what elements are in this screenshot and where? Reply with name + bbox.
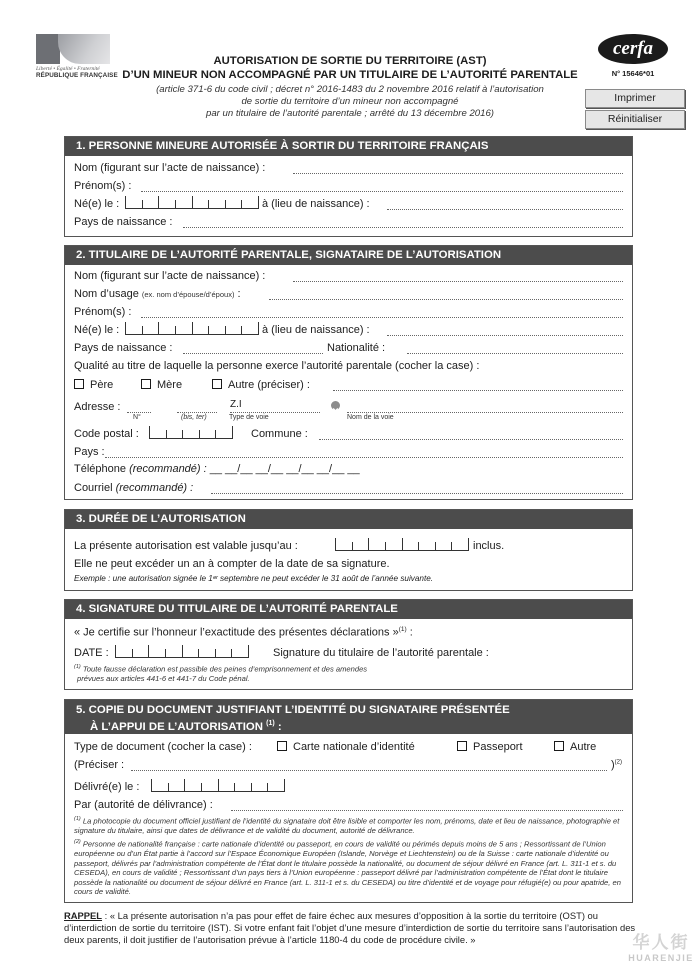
country-field[interactable] [105, 457, 623, 458]
form-title: AUTORISATION DE SORTIE DU TERRITOIRE (AST) D’UN MINEUR NON ACCOMPAGNÉ PAR UN TITULAIRE DE L’AUTORITÉ PARENTALE [122, 55, 578, 81]
section-2-parent [64, 245, 633, 500]
address-type-value[interactable]: Z.I [230, 399, 242, 410]
qualite-autre-option[interactable]: Autre (préciser) : [212, 379, 310, 391]
address-type-hint: Type de voie [229, 414, 269, 421]
nationality-note: $^{(2)}$ Personne de nationalité française : carte nationale d’identité ou passeport, en cours de validité ou périmés depuis moins de 5 ans ; Ressortissant de l’Union européenne ou d’un État partie à l’accord sur l’Espace Économique Européen (Islande, Norvège et Liechtenstein) ou de la Suisse : carte nationale d’identité ou passeport, délivrés par l’administration compétente de l’État dont le titulaire possède la nationalité, ou document de séjour délivré en France (art. L. 311-1 et s. du CESEDA), en cours de validité ; Ressortissant d’un pays tiers à l’Union européenne : passeport délivré par l’administration compétente de l’État dont le titulaire possède la nationalité ou document de séjour délivré en France (art. L. 311-1 et s. du CESEDA) ou titre d’identité et de voyage pour réfugié(e) ou pour apatride, en cours de validité. [74, 839, 621, 897]
rappel-text: RAPPEL : « La présente autorisation n’a pas pour effet de faire échec aux mesures d’opposition à la sortie du territoire (OST) ou d’interdiction de sortie du territoire (IST). Si votre enfant fait l’objet d’une mesure d’interdiction de sortie du territoire sans l’autorisation des deux parents, il doit justifier de l’autorisation prévue à l’article 1180-4 du code de procédure civile. » [64, 910, 636, 945]
minor-birthdate-field[interactable] [125, 197, 259, 209]
email-label: Courriel (recommandé) : [74, 482, 194, 494]
commune-label: Commune : [251, 428, 308, 440]
marianne-emblem [36, 34, 110, 64]
parent-firstname-field[interactable] [141, 317, 623, 318]
address-no-hint: N° [133, 414, 141, 421]
minor-name-field[interactable] [293, 173, 623, 174]
address-street-hint: Nom de la voie [347, 414, 394, 421]
autre-checkbox[interactable] [212, 379, 222, 389]
section-5-title: 5. COPIE DU DOCUMENT JUSTIFIANT L’IDENTITÉ DU SIGNATAIRE PRÉSENTÉE À L’APPUI DE L’AUTORISATION $^{(1)}$ : [65, 700, 632, 734]
qualite-pere-option[interactable]: Père [74, 379, 113, 391]
issuing-authority-field[interactable] [231, 810, 623, 811]
reset-button[interactable]: Réinitialiser [585, 110, 685, 129]
address-bis-hint: (bis, ter) [181, 414, 207, 421]
phone-label: Téléphone (recommandé) : __ __/__ __/__ __/__ __/__ __ [74, 463, 360, 475]
pere-checkbox[interactable] [74, 379, 84, 389]
minor-birthcountry-field[interactable] [183, 227, 623, 228]
print-button[interactable]: Imprimer [585, 89, 685, 108]
issuing-authority-label: Par (autorité de délivrance) : [74, 799, 213, 811]
qualite-mere-option[interactable]: Mère [141, 379, 182, 391]
address-label: Adresse : [74, 401, 121, 413]
parent-birthcountry-field[interactable] [183, 353, 323, 354]
country-label: Pays : [74, 446, 105, 458]
max-duration-text: Elle ne peut excéder un an à compter de la date de sa signature. [74, 558, 390, 570]
section-3-title: 3. DURÉE DE L’AUTORISATION [65, 510, 632, 529]
section-5-id-document [64, 699, 633, 903]
preciser-field[interactable] [131, 770, 607, 771]
doc-autre-option[interactable]: Autre [554, 741, 596, 753]
minor-birthdate-label: Né(e) le : [74, 198, 120, 210]
certify-text: « Je certifie sur l’honneur l’exactitude des présentes déclarations »$^{(1)}$ : [74, 626, 413, 639]
chevron-down-icon[interactable] [331, 401, 340, 410]
email-field[interactable] [211, 493, 623, 494]
minor-birthplace-field[interactable] [387, 209, 623, 210]
address-number-field[interactable] [127, 412, 151, 413]
section-1-title: 1. PERSONNE MINEURE AUTORISÉE À SORTIR DU TERRITOIRE FRANÇAIS [65, 137, 632, 156]
false-declaration-note: $^{(1)}$ Toute fausse déclaration est passible des peines d’emprisonnement et des amendes prévues aux articles 441-6 et 441-7 du Code pénal. [74, 664, 368, 684]
parent-name-label: Nom (figurant sur l’acte de naissance) : [74, 270, 266, 282]
qualite-autre-field[interactable] [333, 390, 623, 391]
section-3-duration [64, 509, 633, 591]
example-text: Exemple : une autorisation signée le 1ᵉʳ septembre ne peut excéder le 31 août de l’année suivante. [74, 574, 434, 583]
parent-nationality-field[interactable] [407, 353, 623, 354]
postal-code-field[interactable] [149, 427, 233, 439]
minor-birthplace-label: à (lieu de naissance) : [262, 198, 370, 210]
photocopy-note: $^{(1)}$ La photocopie du document officiel justifiant de l’identité du signataire doit être lisible et comporter les nom, prénoms, date et lieu de naissance, photographie et signature du titulaire, ainsi que dates de délivrance et de validité du document, autorité de délivrance. [74, 816, 620, 836]
republic-name: RÉPUBLIQUE FRANÇAISE [36, 72, 118, 79]
parent-usage-label: Nom d’usage (ex. nom d’épouse/d’époux) : [74, 288, 241, 300]
preciser-label: (Préciser : [74, 759, 125, 771]
minor-firstname-label: Prénom(s) : [74, 180, 132, 192]
passeport-checkbox[interactable] [457, 741, 467, 751]
doc-autre-checkbox[interactable] [554, 741, 564, 751]
parent-birthplace-label: à (lieu de naissance) : [262, 324, 370, 336]
minor-firstname-field[interactable] [141, 191, 623, 192]
address-bis-field[interactable] [177, 412, 217, 413]
address-type-field[interactable] [230, 412, 320, 413]
address-street-field[interactable] [347, 412, 623, 413]
parent-qualite-label: Qualité au titre de laquelle la personne exerce l’autorité parentale (cocher la case) : [74, 360, 480, 372]
parent-birthdate-label: Né(e) le : [74, 324, 120, 336]
cerfa-number: N° 15646*01 [611, 69, 655, 78]
minor-name-label: Nom (figurant sur l’acte de naissance) : [74, 162, 266, 174]
commune-field[interactable] [319, 439, 623, 440]
section-4-signature [64, 599, 633, 690]
doc-type-label: Type de document (cocher la case) : [74, 741, 252, 753]
section-2-title: 2. TITULAIRE DE L’AUTORITÉ PARENTALE, SIGNATAIRE DE L’AUTORISATION [65, 246, 632, 265]
parent-firstname-label: Prénom(s) : [74, 306, 132, 318]
issue-date-field[interactable] [151, 780, 285, 792]
doc-cni-option[interactable]: Carte nationale d’identité [277, 741, 415, 753]
parent-birthdate-field[interactable] [125, 323, 259, 335]
parent-usage-field[interactable] [269, 299, 623, 300]
republique-francaise-logo [36, 34, 118, 79]
issue-date-label: Délivré(e) le : [74, 781, 140, 793]
section-1-minor [64, 136, 633, 237]
parent-birthcountry-label: Pays de naissance : [74, 342, 173, 354]
phone-field[interactable]: __ __/__ __/__ __/__ __/__ __ [209, 463, 360, 475]
doc-passeport-option[interactable]: Passeport [457, 741, 523, 753]
signature-date-label: DATE : [74, 647, 109, 659]
cni-checkbox[interactable] [277, 741, 287, 751]
signature-label: Signature du titulaire de l’autorité parentale : [273, 647, 489, 659]
signature-date-field[interactable] [115, 646, 249, 658]
parent-birthplace-field[interactable] [387, 335, 623, 336]
cerfa-logo: cerfa [598, 34, 668, 64]
postal-code-label: Code postal : [74, 428, 139, 440]
validity-date-field[interactable] [335, 539, 469, 551]
preciser-end: )$^{(2)}$ [611, 759, 623, 771]
mere-checkbox[interactable] [141, 379, 151, 389]
parent-name-field[interactable] [293, 281, 623, 282]
inclus-label: inclus. [473, 540, 505, 552]
section-4-title: 4. SIGNATURE DU TITULAIRE DE L’AUTORITÉ PARENTALE [65, 600, 632, 619]
parent-nationality-label: Nationalité : [327, 342, 386, 354]
minor-birthcountry-label: Pays de naissance : [74, 216, 173, 228]
republic-motto: Liberté • Égalité • Fraternité [36, 66, 100, 72]
huarenjie-watermark: 华人街 HUARENJIE [628, 933, 694, 963]
validity-label: La présente autorisation est valable jusqu’au : [74, 540, 298, 552]
form-subtitle: (article 371-6 du code civil ; décret n° 2016-1483 du 2 novembre 2016 relatif à l’autorisation de sortie du territoire d’un mineur non accompagné par un titulaire de l’autorité parentale ; arrêté du 13 décembre 2016) [156, 84, 544, 119]
